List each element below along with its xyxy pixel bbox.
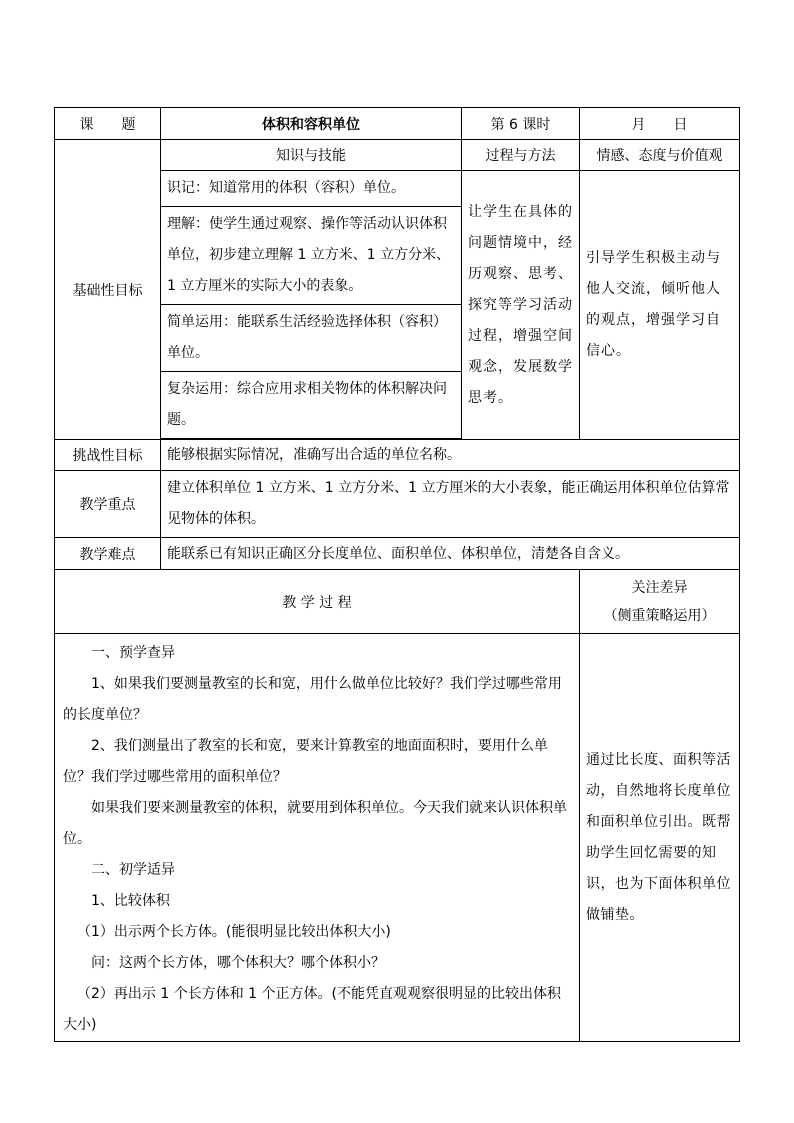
process-body-row — [55, 634, 740, 1042]
lesson-number: 第 6 课时 — [462, 108, 580, 140]
process-line-6: 1、比较体积 — [91, 893, 170, 909]
note-header — [580, 570, 740, 634]
process-header: 教 学 过 程 — [55, 570, 580, 634]
challenge-text: 能够根据实际情况，准确写出合适的单位名称。 — [161, 440, 740, 471]
process-body — [55, 634, 580, 1042]
key-point-row — [55, 471, 740, 538]
goal-understand: 理解：使学生通过观察、操作等活动认识体积单位，初步建立理解 1 立方米、1 立方分米、1 立方厘米的实际大小的表象。 — [161, 207, 462, 305]
process-line-1: 一、预学查异 — [91, 645, 175, 661]
col-emotion-header: 情感、态度与价值观 — [580, 140, 740, 171]
col-process-header: 过程与方法 — [462, 140, 580, 171]
process-line-7: （1）出示两个长方体。(能很明显比较出体积大小) — [77, 924, 391, 940]
goal-complex-apply: 复杂运用：综合应用求相关物体的体积解决问题。 — [161, 372, 462, 439]
difficulty-text: 能联系已有知识正确区分长度单位、面积单位、体积单位，清楚各自含义。 — [161, 538, 740, 570]
process-line-5: 二、初学适异 — [91, 862, 175, 878]
note-header-line-1: 关注差异 — [631, 579, 688, 596]
header-row — [55, 108, 740, 140]
note-header-line-2: （侧重策略运用） — [603, 607, 716, 624]
challenge-label: 挑战性目标 — [55, 440, 161, 471]
emotion-attitude-text: 引导学生积极主动与他人交流，倾听他人的观点，增强学习自信心。 — [580, 171, 740, 440]
key-point-label: 教学重点 — [55, 471, 161, 538]
col-knowledge-header: 知识与技能 — [161, 140, 462, 171]
difficulty-label: 教学难点 — [55, 538, 161, 570]
goal-simple-apply: 简单运用：能联系生活经验选择体积（容积）单位。 — [161, 305, 462, 372]
process-line-8: 问：这两个长方体，哪个体积大？哪个体积小？ — [91, 955, 385, 971]
process-line-3: 2、我们测量出了教室的长和宽，要来计算教室的地面面积时，要用什么单位？我们学过哪些常用的面积单位？ — [63, 738, 548, 785]
lesson-plan-page — [54, 107, 739, 1042]
goal-recall: 识记：知道常用的体积（容积）单位。 — [161, 171, 462, 207]
lesson-plan-table — [54, 107, 740, 1042]
basic-goals-label: 基础性目标 — [55, 140, 161, 440]
process-method-text: 让学生在具体的问题情境中，经历观察、思考、探究等学习活动过程，增强空间观念，发展数学思考。 — [462, 171, 580, 440]
topic-value: 体积和容积单位 — [161, 108, 462, 140]
challenge-row — [55, 440, 740, 471]
process-line-9: （2）再出示 1 个长方体和 1 个正方体。(不能凭直观观察很明显的比较出体积大小) — [63, 986, 561, 1033]
process-line-4: 如果我们要来测量教室的体积，就要用到体积单位。今天我们就来认识体积单位。 — [63, 800, 567, 847]
process-header-row — [55, 570, 740, 634]
process-line-2: 1、如果我们要测量教室的长和宽，用什么做单位比较好？我们学过哪些常用的长度单位？ — [63, 676, 562, 723]
basic-goals-header-row — [55, 140, 740, 171]
difficulty-row — [55, 538, 740, 570]
lesson-date: 月 日 — [580, 108, 740, 140]
topic-label: 课 题 — [55, 108, 161, 140]
process-note: 通过比长度、面积等活动，自然地将长度单位和面积单位引出。既帮助学生回忆需要的知识，也为下面体积单位做铺垫。 — [580, 634, 740, 1042]
key-point-text: 建立体积单位 1 立方米、1 立方分米、1 立方厘米的大小表象，能正确运用体积单位估算常见物体的体积。 — [161, 471, 740, 538]
